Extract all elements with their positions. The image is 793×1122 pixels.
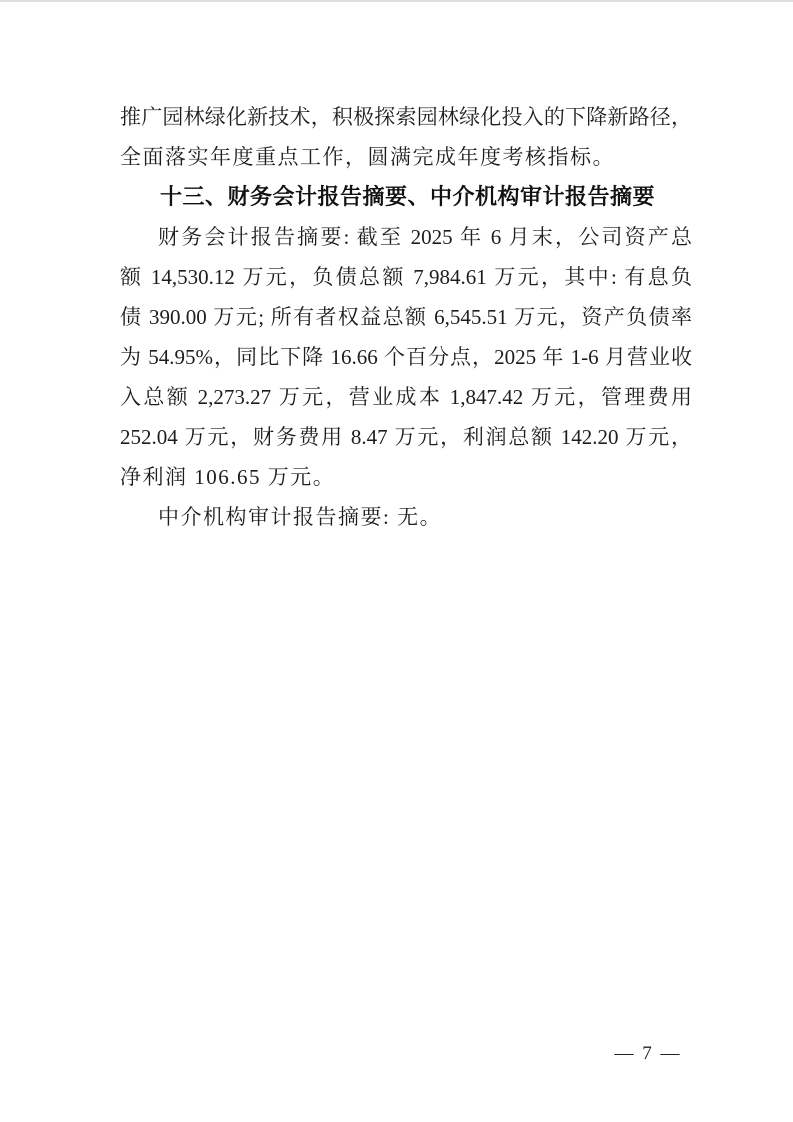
- text-line: 债 390.00 万元; 所有者权益总额 6,545.51 万元，资产负债率: [120, 305, 692, 329]
- page-number: — 7 —: [614, 1043, 682, 1064]
- text-line: 全面落实年度重点工作，圆满完成年度考核指标。: [120, 145, 615, 169]
- text-line: 入总额 2,273.27 万元，营业成本 1,847.42 万元，管理费用: [120, 385, 692, 409]
- text-line: 推广园林绿化新技术，积极探索园林绿化投入的下降新路径，: [120, 105, 692, 129]
- document-body: [120, 97, 692, 537]
- section-heading: 十三、财务会计报告摘要、中介机构审计报告摘要: [160, 184, 656, 209]
- text-line: 为 54.95%，同比下降 16.66 个百分点，2025 年 1-6 月营业收: [120, 345, 692, 369]
- text-line: 净利润 106.65 万元。: [120, 465, 336, 489]
- text-line: 财务会计报告摘要: 截至 2025 年 6 月末，公司资产总: [158, 225, 692, 249]
- text-line: 额 14,530.12 万元，负债总额 7,984.61 万元，其中: 有息负: [120, 265, 692, 289]
- text-line: 中介机构审计报告摘要: 无。: [158, 505, 443, 529]
- paragraph-financial-summary: [120, 217, 692, 497]
- paragraph-audit-summary: [120, 497, 692, 537]
- text-line: 252.04 万元，财务费用 8.47 万元，利润总额 142.20 万元，: [120, 425, 692, 449]
- paragraph-continuation: [120, 97, 692, 177]
